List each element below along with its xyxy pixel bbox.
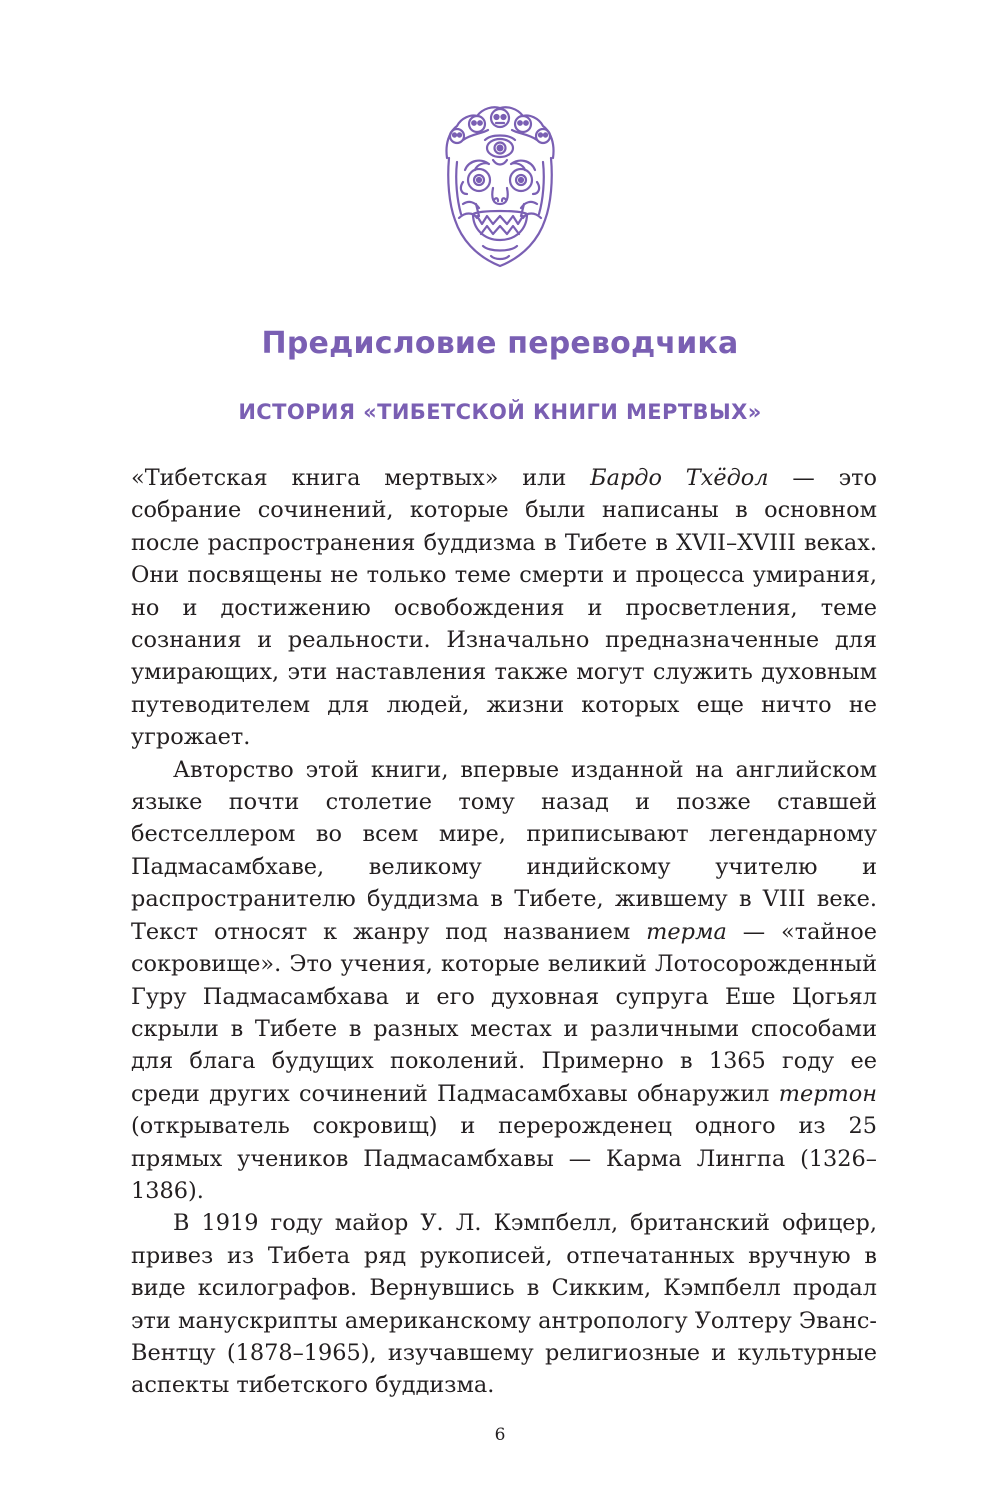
italic-term: Бардо Тхёдол	[590, 465, 769, 491]
mask-mouth	[473, 204, 527, 240]
body-text	[131, 462, 877, 1402]
paragraph-2	[131, 754, 877, 1208]
mask-eyes	[461, 169, 539, 194]
italic-term: терма	[646, 918, 727, 945]
paragraph-text: Авторство этой книги, впервые изданной на английском языке почти столетие тому назад и позже ставшей бестселлером во всем мире, приписывают легендарному Падмасамбхаве, великому индийскому учителю и распространителю буддизма в Тибете, жившему в VIII веке. Текст относят к жанру под названием	[131, 756, 877, 945]
third-eye	[485, 136, 515, 158]
tibetan-mask-icon	[441, 100, 559, 270]
italic-term: тертон	[778, 1080, 877, 1107]
paragraph-1	[131, 462, 877, 754]
paragraph-text: — «тайное сокровище». Это учения, которые великий Лотосорожденный Гуру Падмасамбхава и его духовная супруга Еше Цогьял скрыли в Тибете в разных местах и различными способами для блага будущих поколений. Примерно в 1365 году ее среди других сочинений Падмасамбхавы обнаружил	[131, 918, 878, 1107]
section-subtitle: ИСТОРИЯ «ТИБЕТСКОЙ КНИГИ МЕРТВЫХ»	[238, 400, 762, 424]
paragraph-3: В 1919 году майор У. Л. Кэмпбелл, британский офицер, привез из Тибета ряд рукописей, отпечатанных вручную в виде ксилографов. Вернувшись в Сикким, Кэмпбелл продал эти манускрипты американскому антропологу Уолтеру Эванс-Вентцу (1878–1965), изучавшему религиозные и культурные аспекты тибетского буддизма.	[131, 1210, 877, 1399]
paragraph-text: «Тибетская книга мертвых» или	[131, 465, 591, 491]
page-number: 6	[494, 1425, 506, 1445]
chapter-title: Предисловие переводчика	[261, 326, 739, 361]
paragraph-text: — это собрание сочинений, которые были написаны в основном после распространения буддизма в Тибете в XVII–XVIII веках. Они посвящены не только теме смерти и процесса умирания, но и достижению освобождения и просветления, теме сознания и реальности. Изначально предназначенные для умирающих, эти наставления также могут служить духовным путеводителем для людей, жизни которых еще ничто не угрожает.	[131, 465, 877, 751]
paragraph-text: (открыватель сокровищ) и перерожденец одного из 25 прямых учеников Падмасамбхавы — Карма Лингпа (1326–1386).	[131, 1113, 877, 1204]
